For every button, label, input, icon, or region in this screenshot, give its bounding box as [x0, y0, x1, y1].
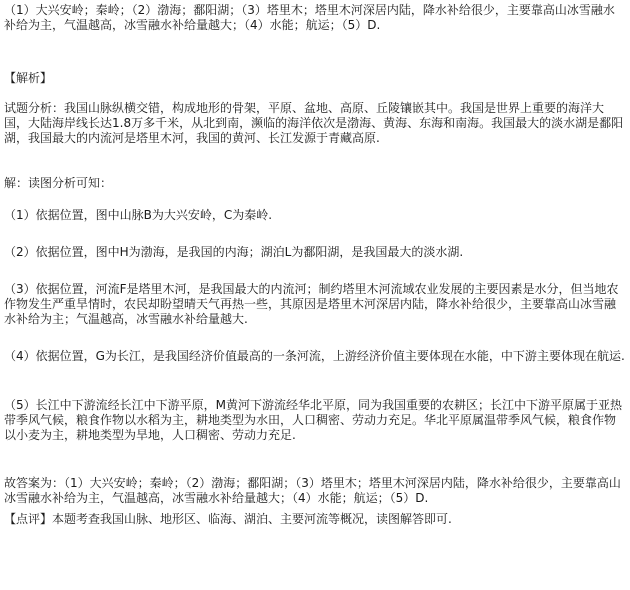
review-comment: 【点评】本题考查我国山脉、地形区、临海、湖泊、主要河流等概况，读图解答即可.	[4, 512, 452, 526]
solution-item-3: （3）依据位置，河流F是塔里木河，是我国最大的内流河；制约塔里木河流域农业发展的主要因素是水分，但当地农作物发生严重旱情时，农民却盼望晴天气再热一些，其原因是塔里木河深居内陆，降水补给很少，主要靠高山冰雪融水补给为主；气温越高，冰雪融水补给量越大.	[4, 282, 619, 326]
analysis-heading: 【解析】	[4, 71, 53, 85]
solution-item-1: （1）依据位置，图中山脉B为大兴安岭，C为秦岭.	[4, 208, 273, 222]
analysis-paragraph: 试题分析：我国山脉纵横交错，构成地形的骨架，平原、盆地、高原、丘陵镶嵌其中。我国是世界上重要的海洋大国，大陆海岸线长达1.8万多千米，从北到南，濒临的海洋依次是渤海、黄海、东海和南海。我国最大的淡水湖是鄱阳湖，我国最大的内流河是塔里木河，我国的黄河、长江发源于青藏高原.	[4, 101, 624, 145]
answer-summary-top: （1）大兴安岭；秦岭；（2）渤海；鄱阳湖；（3）塔里木；塔里木河深居内陆，降水补给很少，主要靠高山冰雪融水补给为主，气温越高，冰雪融水补给量越大；（4）水能；航运；（5）D.	[4, 3, 615, 32]
final-answer: 故答案为：（1）大兴安岭；秦岭；（2）渤海；鄱阳湖；（3）塔里木；塔里木河深居内陆，降水补给很少，主要靠高山冰雪融水补给为主，气温越高，冰雪融水补给量越大；（4）水能；航运；（5）D.	[4, 476, 621, 505]
solution-item-2: （2）依据位置，图中H为渤海，是我国的内海；湖泊L为鄱阳湖，是我国最大的淡水湖.	[4, 245, 464, 259]
solution-item-4: （4）依据位置，G为长江，是我国经济价值最高的一条河流，上游经济价值主要体现在水能，中下游主要体现在航运.	[4, 349, 625, 363]
solution-intro: 解：读图分析可知：	[4, 176, 113, 190]
solution-item-5: （5）长江中下游流经长江中下游平原，M黄河下游流经华北平原，同为我国重要的农耕区；长江中下游平原属于亚热带季风气候，粮食作物以水稻为主，耕地类型为水田，人口稠密、劳动力充足。华北平原属温带季风气候，粮食作物以小麦为主，耕地类型为旱地，人口稠密、劳动力充足.	[4, 398, 622, 442]
